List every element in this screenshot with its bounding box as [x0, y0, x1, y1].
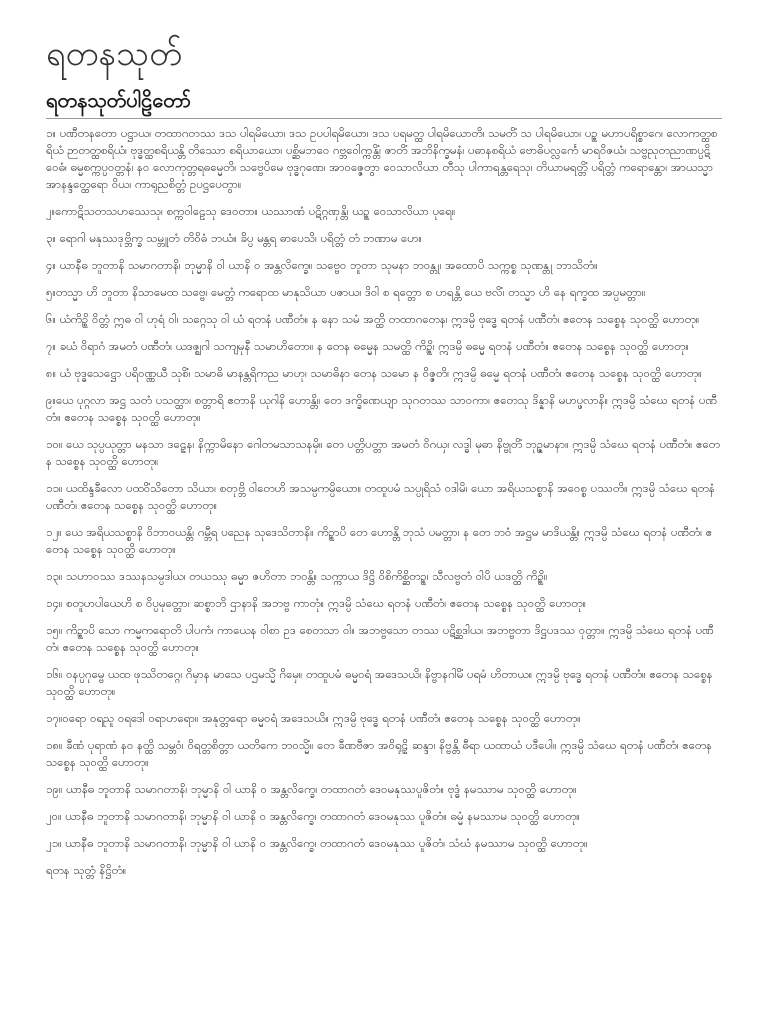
document-title: ရတနသုတ်: [46, 34, 183, 74]
verse-13: ၁၃။ သဟာဝဿ ဒဿနသမ္ပဒါယ၊ တယဿု ဓမ္မာ ဇဟိတာ ဘဝန္တိ။ သက္ကာယ ဒိဋ္ဌိ ဝိစိကိစ္ဆိတဉ္စ၊ သီလဗ္ဗတံ ဝါပိ ယဒတ္ထိ ကိဉ္စိ။: [46, 569, 548, 583]
verse-20: ၂၀။ ယာနီဓ ဘူတာနိ သမာဂတာနိ၊ ဘုမ္မာနိ ဝါ ယာနိ ဝ အန္တလိက္ခေ၊ တထာဂတံ ဒေဝမနုဿ ပူဇိတံ။ ဓမ္မံ နမဿာမ သုဝတ္ထိ ဟောတု။: [46, 809, 580, 823]
verse-5: ၅။တသ္မာ ဟိ ဘူတာ နိသာမေထ သဗ္ဗေ၊ မေတ္တံ ကရောထ မာနုသိယာ ပဇာယ၊ ဒိဝါ စ ရတ္တော စ ဟရန္တိ ယေ ဗလိံ၊ တသ္မာ ဟိ နေ ရက္ခထ အပ္ပမတ္တာ။: [46, 285, 646, 299]
section-heading: ရတနသုတ်ပါဠိတော်: [46, 84, 722, 119]
verse-14: ၁၄။ စတူဟပါယေဟိ စ ဝိပ္ပမုတ္တော၊ ဆစ္စာဘိ ဌာနာနိ အဘဗ္ဗ ကာတုံ။ ဣဒမ္ပိ သံဃေ ရတနံ ပဏီတံ၊ ဧတေန သစ္စေန သုဝတ္ထိ ဟောတု။: [46, 596, 587, 610]
verse-9: ၉။ယေ ပုဂ္ဂလာ အဋ္ဌ သတံ ပသတ္ထာ၊ စတ္တာရိ ဧတာနိ ယုဂါနိ ဟောန္တိ။ တေ ဒက္ခိဏေယျာ သုဂတဿ သာဝကာ၊ ဧတေသု ဒိန္နာနိ မဟပ္ဖလာနိ။ ဣဒမ္ပိ သံဃေ ရတနံ ပဏီတံ။ ဧတေန သစ္စေန သုဝတ္ထိ ဟောတု။: [46, 393, 718, 424]
verse-11: ၁၁။ ယထိန္ဒခီလော ပထဝိံသိတော သိယာ၊ စတုဗ္ဘိ ဝါတေဟိ အသမ္ပကမ္ပိယော။ တထူပမံ သပ္ပုရိသံ ဝဒါမိ၊ ယော အရိယသစ္စာနိ အဝေစ္စ ပဿတိ။ ဣဒမ္ပိ သံဃေ ရတနံ ပဏီတံ၊ ဧတေန သစ္စေန သုဝတ္ထိ ဟောတု။: [46, 481, 715, 512]
verse-3: ၃။ ရောဂါ မနုဿဒုဗ္ဘိက္ခ သမ္ဘူတံ တိဝိဓံ ဘယံ။ ခိပ္ပ မန္တရ ဓာပေသိ၊ ပရိတ္တံ တံ ဘဏာမ ဟေ။: [46, 231, 423, 245]
verse-6: ၆။ ယံကိဉ္စိ ဝိတ္တံ ဣဓ ဝါ ဟုရံ ဝါ၊ သဂ္ဂေသု ဝါ ယံ ရတနံ ပဏီတံ။ န နော သမံ အတ္ထိ တထာဂတေန၊ ဣဒမ္ပိ ဗုဒ္ဓေ ရတနံ ပဏီတံ၊ ဧတေန သစ္စေန သုဝတ္ထိ ဟောတု။: [46, 312, 700, 326]
verse-list: [46, 125, 722, 852]
verse-7: ၇။ ခယံ ဝိရာဂံ အမတံ ပဏီတံ၊ ယဒဇ္ဈဂါ သကျမုနီ သမာဟိတော။ န တေန ဓမ္မေန သမတ္ထိ ကိဉ္စိ၊ ဣဒမ္ပိ ဓမ္မေ ရတနံ ပဏီတံ။ ဧတေန သစ္စေန သုဝတ္ထိ ဟောတု။: [46, 339, 689, 353]
verse-19: ၁၉။ ယာနီဓ ဘူတာနိ သမာဂတာနိ၊ ဘုမ္မာနိ ဝါ ယာနိ ဝ အန္တလိက္ခေ၊ တထာဂတံ ဒေဝမနုဿပူဇိတံ။ ဗုဒ္ဓံ နမဿာမ သုဝတ္ထိ ဟောတု။: [46, 782, 577, 796]
verse-10: ၁၀။ ယေ သုပ္ပယုတ္တာ မနသာ ဒဠှေန၊ နိက္ကာမိနော ဂေါတမသာသနမှိ။ တေ ပတ္တိပတ္တာ အမတံ ဝိဂယှ၊ လဒ္ဓါ မုဓာ နိဗ္ဗုတိံ ဘုဉ္ဇမာနာ။ ဣဒမ္ပိ သံဃေ ရတနံ ပဏီတံ။ ဧတေန သစ္စေန သုဝတ္ထိ ဟောတု။: [46, 437, 720, 468]
verse-12: ၁၂။ ယေ အရိယသစ္စာနိ ဝိဘာဝယန္တိ၊ ဂမ္ဘီရ ပညေန သုဒေသိတာနိ။ ကိဉ္စာပိ တေ ဟောန္တိ ဘုသံ ပမတ္တာ၊ န တေ ဘဝံ အဋ္ဌမ မာဒိယန္တိ။ ဣဒမ္ပိ သံဃေ ရတနံ ပဏီတံ၊ ဧတေန သစ္စေန သုဝတ္ထိ ဟောတု။: [46, 525, 713, 556]
verse-8: ၈။ ယံ ဗုဒ္ဓသေဋ္ဌော ပရိဝဏ္ဏယီ သုစိံ၊ သမာဓိ မာနန္တရိကည မာဟု၊ သမာဓိနာ တေန သမော န ဝိဇ္ဇတိ၊ ဣဒမ္ပိ ဓမ္မေ ရတနံ ပဏီတံ၊ ဧတေန သစ္စေန သုဝတ္ထိ ဟောတု။: [46, 366, 702, 380]
closing-line: ရတန သုတ္တံ နိဋ္ဌိတံ။: [46, 863, 127, 877]
verse-1: ၁။ ပဏီတနတော ပဋ္ဌာယ၊ တထာဂတဿ ဒသ ပါရမိယော၊ ဒသ ဥပပါရမိယော၊ ဒသ ပရမတ္ထ ပါရမိယောတိ၊ သမတိံ သ ပါရမိယော၊ ပဉ္စ မဟာပရိစ္စာဂေ၊ လောကတ္ထစရိယံ ဉာတတ္ထစရိယံ၊ ဗုဒ္ဓတ္ထစရိယန္တိ တိဿော စရိယာယော၊ ပစ္ဆိမဘဝေ ဂဗ္ဘဝေါက္ကန္တိံ၊ ဇာတိံ အဘိနိက္ခမနံ၊ ပဓာနစရိယံ ဗောဓိပလ္လင်္ကေ မာရဝိဇယံ၊ သဗ္ဗညုတညာဏပ္ပဋိဝေဓံ၊ ဓမ္မစက္ကပ္ပဝတ္တနံ၊ နဝ လောကုတ္တရဓမ္မေတိ၊ သဗ္ဗေပိမေ ဗုဒ္ဓဂုဏေ၊ အာဝဇ္ဇေတွာ ဝေသာလိယာ တီသု ပါကာရန္တရေသု၊ တိယာမရတ္တိံ ပရိတ္တံ ကရောန္တော၊ အာယသ္မာ အာနန္ဒတ္ထေရော ဝိယ၊ ကာရုညစိတ္တံ ဥပဋ္ဌပေတွာ။: [46, 126, 718, 191]
verse-2: ၂။ကောဋိသတသဟဿေသု၊ စက္ကဝါဠေသု ဒေဝတာ။ ယဿာဏံ ပဋိဂ္ဂဏှန္တိ၊ ယဉ္စ ဝေသာလိယာ ပုရေ။: [46, 204, 456, 218]
verse-15: ၁၅။ ကိဉ္စာပိ သော ကမ္မကရောတိ ပါပကံ၊ ကာယေန ဝါစာ ဥဒ စေတသာ ဝါ။ အဘဗ္ဗသော တဿ ပဋိစ္ဆဒါယ၊ အဘဗ္ဗတာ ဒိဋ္ဌပဒဿ ဝုတ္တာ။ ဣဒမ္ပိ သံဃေ ရတနံ ပဏီတံ၊ ဧတေန သစ္စေန သုဝတ္ထိ ဟောတု။: [46, 623, 714, 654]
verse-21: ၂၁။ ယာနီဓ ဘူတာနိ သမာဂတာနိ၊ ဘုမ္မာနိ ဝါ ယာနိ ဝ အန္တလိက္ခေ၊ တထာဂတံ ဒေဝမနုဿ ပူဇိတံ၊ သံဃံ နမဿာမ သုဝတ္ထိ ဟောတု။: [46, 836, 588, 850]
verse-4: ၄။ ယာနီဓ ဘူတာနိ သမာဂတာနိ၊ ဘုမ္မာနိ ဝါ ယာနိ ဝ အန္တလိက္ခေ။ သဗ္ဗေဝ ဘူတာ သုမနာ ဘဝန္တု၊ အထောပိ သက္ကစ္စ သုဏန္တု ဘာသိတံ။: [46, 258, 598, 272]
verse-16: ၁၆။ ဝနပ္ပဂုမ္ဗေ ယထ ဖုဿိတဂ္ဂေ၊ ဂိမှာန မာသေ ပဌမသ္မိံ ဂိမှေ။ တထူပမံ ဓမ္မဝရံ အဒေသယိ၊ နိဗ္ဗာနဂါမိံ ပရမံ ဟိတာယ။ ဣဒမ္ပိ ဗုဒ္ဓေ ရတနံ ပဏီတံ။ ဧတေန သစ္စေန သုဝတ္ထိ ဟောတု။: [46, 667, 713, 698]
verse-17: ၁၇။ဝရော ဝရညူ ဝရဒေါ ဝရာဟရော။ အနုတ္တရော ဓမ္မဝရံ အဒေသယိ။ ဣဒမ္ပိ ဗုဒ္ဓေ ရတနံ ပဏီတံ၊ ဧတေန သစ္စေန သုဝတ္ထိ ဟောတု။: [46, 711, 581, 725]
verse-18: ၁၈။ ခီဏံ ပုရာဏံ နဝ နတ္ထိ သမ္ဘဝံ၊ ဝိရတ္တစိတ္တာ ယတိကေ ဘဝသ္မိံ။ တေ ခီဏဗီဇာ အဝိရုဠှိ ဆန္ဒာ၊ နိဗ္ဗန္တိ ဓီရာ ယထာယံ ပဒီပေါ။ ဣဒမ္ပိ သံဃေ ရတနံ ပဏီတံ၊ ဧတေန သစ္စေန သုဝတ္ထိ ဟောတု။: [46, 738, 713, 769]
